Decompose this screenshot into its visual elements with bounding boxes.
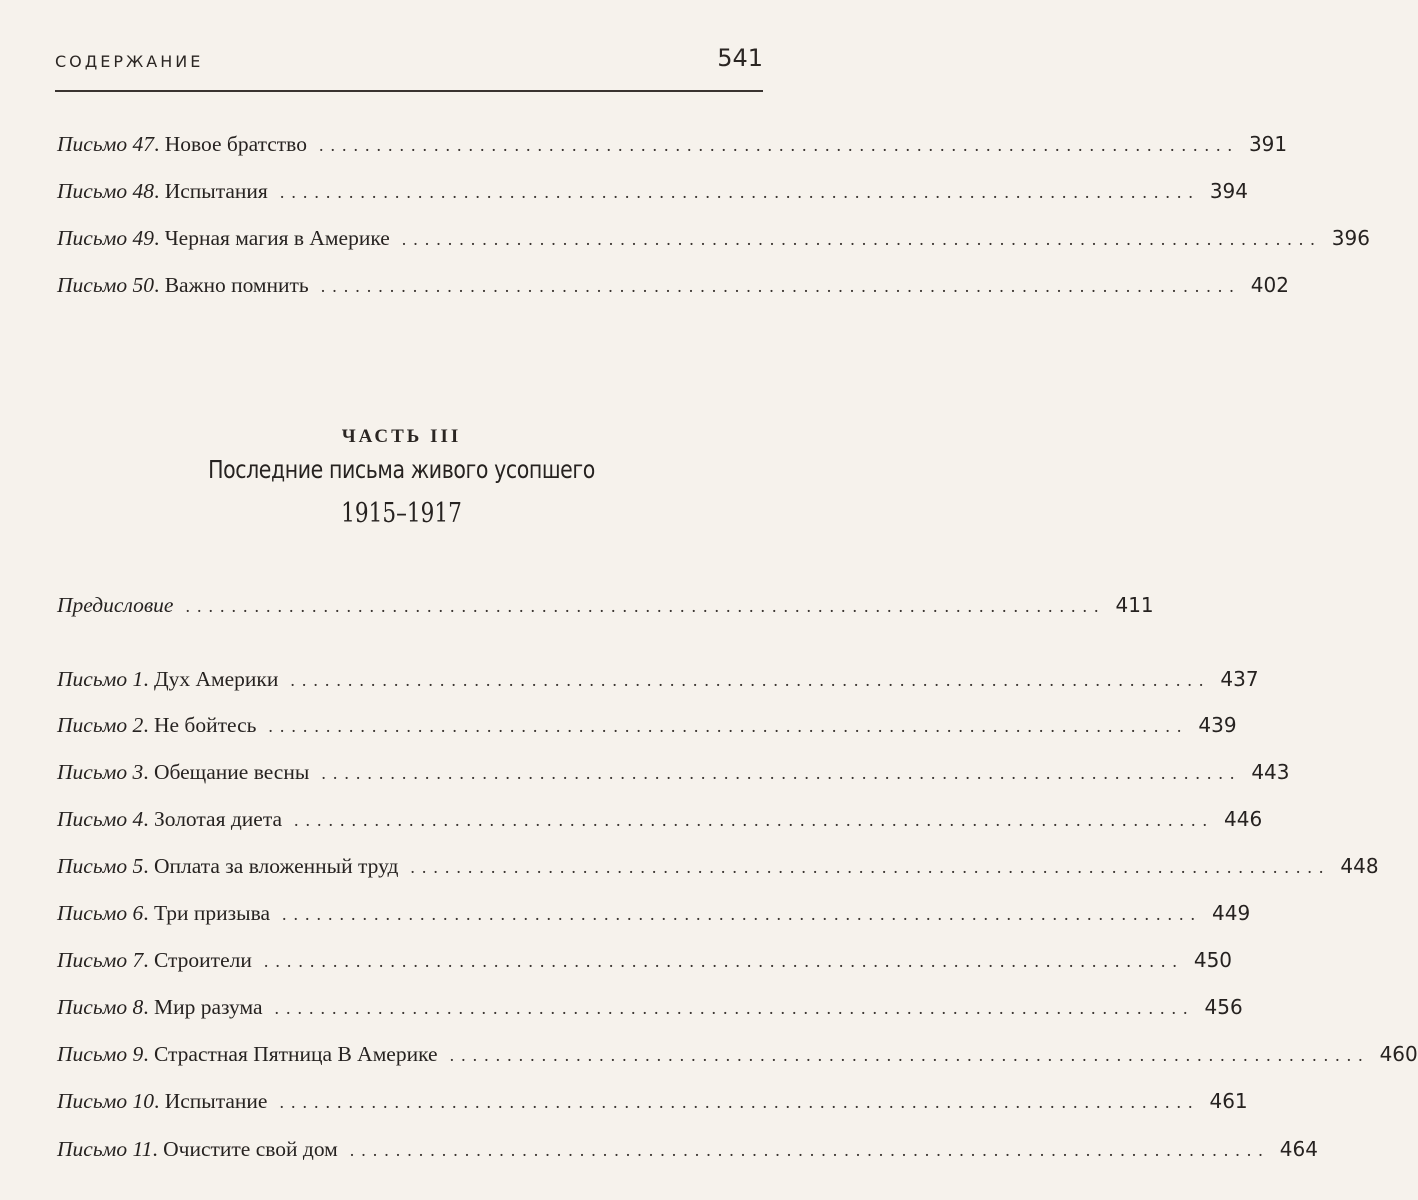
toc-entry bbox=[57, 948, 1233, 982]
entry-page: 439 bbox=[1198, 713, 1237, 737]
entry-label: Письмо 48. Испытания bbox=[57, 179, 268, 203]
dot-leader: ................................................................................ bbox=[449, 1045, 1370, 1065]
entry-prefix: Письмо 4 bbox=[57, 807, 144, 831]
dot-leader: ................................................................................ bbox=[268, 716, 1189, 736]
entry-page: 396 bbox=[1331, 226, 1370, 250]
dot-leader: ................................................................................ bbox=[290, 670, 1211, 690]
entry-page: 446 bbox=[1224, 807, 1263, 831]
entry-label: Письмо 49. Черная магия в Америке bbox=[57, 226, 390, 250]
entry-prefix: Письмо 50 bbox=[57, 273, 154, 297]
entry-title: Обещание весны bbox=[153, 760, 310, 784]
entry-page: 460 bbox=[1379, 1042, 1418, 1066]
part-years: 1915–1917 bbox=[341, 498, 462, 529]
entry-label: Письмо 9. Страстная Пятница В Америке bbox=[57, 1042, 438, 1066]
dot-leader: ................................................................................ bbox=[401, 229, 1322, 249]
entry-prefix: Письмо 5 bbox=[57, 854, 144, 878]
dot-leader: ................................................................................ bbox=[349, 1140, 1270, 1160]
entry-title: Оплата за вложенный труд bbox=[153, 854, 399, 878]
entry-label: Письмо 4. Золотая диета bbox=[57, 807, 283, 831]
running-head-page-number: 541 bbox=[717, 44, 763, 72]
entry-label: Письмо 8. Мир разума bbox=[57, 995, 263, 1019]
entry-prefix: Письмо 8 bbox=[57, 995, 144, 1019]
toc-entry bbox=[57, 667, 1259, 701]
entry-page: 456 bbox=[1204, 995, 1243, 1019]
dot-leader: ................................................................................ bbox=[279, 1092, 1200, 1112]
entry-page: 391 bbox=[1248, 132, 1288, 156]
toc-entry-preface bbox=[57, 593, 1154, 627]
dot-leader: ................................................................................ bbox=[320, 276, 1241, 296]
entry-label: Письмо 10. Испытание bbox=[57, 1089, 268, 1113]
entry-label: Письмо 11. Очистите свой дом bbox=[57, 1137, 338, 1161]
entry-label: Письмо 47. Новое братство bbox=[57, 132, 307, 156]
entry-page: 394 bbox=[1209, 179, 1249, 203]
entry-title: Испытания bbox=[164, 179, 268, 203]
entry-page: 450 bbox=[1193, 948, 1233, 972]
entry-prefix: Письмо 48 bbox=[57, 179, 154, 203]
entry-label: Письмо 6. Три призыва bbox=[57, 901, 271, 925]
entry-prefix: Письмо 47 bbox=[57, 132, 154, 156]
entry-label: Письмо 5. Оплата за вложенный труд bbox=[57, 854, 399, 878]
entry-title: Испытание bbox=[164, 1089, 268, 1113]
dot-leader: ................................................................................ bbox=[263, 951, 1184, 971]
toc-entry bbox=[57, 1042, 1418, 1076]
dot-leader: ................................................................................ bbox=[294, 810, 1215, 830]
entry-prefix: Письмо 10 bbox=[57, 1089, 154, 1113]
part-label: ЧАСТЬ III bbox=[341, 426, 462, 447]
entry-title: Страстная Пятница В Америке bbox=[153, 1042, 438, 1066]
entry-title: Мир разума bbox=[153, 995, 263, 1019]
toc-entry bbox=[57, 901, 1251, 935]
entry-title: Важно помнить bbox=[164, 273, 309, 297]
entry-title: Строители bbox=[153, 948, 252, 972]
running-head-title: СОДЕРЖАНИЕ bbox=[55, 52, 204, 71]
entry-prefix: Письмо 11 bbox=[57, 1137, 153, 1161]
toc-entry bbox=[57, 226, 1370, 260]
entry-title: Золотая диета bbox=[153, 807, 283, 831]
entry-page: 411 bbox=[1115, 593, 1154, 617]
dot-leader: ................................................................................ bbox=[279, 182, 1200, 202]
entry-title: Черная магия в Америке bbox=[164, 226, 390, 250]
entry-prefix: Письмо 7 bbox=[57, 948, 144, 972]
toc-entry bbox=[57, 179, 1249, 213]
dot-leader: ................................................................................ bbox=[410, 857, 1331, 877]
entry-label: Письмо 7. Строители bbox=[57, 948, 252, 972]
preface-label: Предисловие bbox=[57, 593, 174, 617]
entry-label: Письмо 2. Не бойтесь bbox=[57, 713, 257, 737]
entry-page: 461 bbox=[1209, 1089, 1248, 1113]
dot-leader: ................................................................................ bbox=[274, 998, 1195, 1018]
entry-prefix: Письмо 6 bbox=[57, 901, 144, 925]
dot-leader: ................................................................................ bbox=[321, 763, 1242, 783]
entry-title: Новое братство bbox=[164, 132, 307, 156]
toc-entry bbox=[57, 273, 1289, 307]
entry-prefix: Письмо 2 bbox=[57, 713, 144, 737]
toc-entry bbox=[57, 760, 1290, 794]
entry-label bbox=[57, 593, 173, 618]
entry-page: 443 bbox=[1251, 760, 1290, 784]
dot-leader: ................................................................................ bbox=[318, 135, 1239, 155]
entry-prefix: Письмо 1 bbox=[57, 667, 144, 691]
entry-page: 437 bbox=[1220, 667, 1259, 691]
entry-label: Письмо 3. Обещание весны bbox=[57, 760, 310, 784]
entry-label: Письмо 1. Дух Америки bbox=[57, 667, 279, 691]
entry-label: Письмо 50. Важно помнить bbox=[57, 273, 309, 297]
toc-entry bbox=[57, 1089, 1248, 1123]
toc-entry bbox=[57, 132, 1288, 166]
entry-page: 402 bbox=[1250, 273, 1289, 297]
entry-title: Дух Америки bbox=[153, 667, 279, 691]
toc-entry bbox=[57, 1137, 1318, 1171]
dot-leader: ................................................................................ bbox=[185, 596, 1106, 616]
toc-entry bbox=[57, 995, 1243, 1029]
header-rule bbox=[55, 90, 763, 92]
toc-entry bbox=[57, 713, 1237, 747]
entry-page: 448 bbox=[1340, 854, 1379, 878]
entry-page: 449 bbox=[1212, 901, 1251, 925]
entry-title: Очистите свой дом bbox=[163, 1137, 338, 1161]
entry-title: Три призыва bbox=[153, 901, 271, 925]
dot-leader: ................................................................................ bbox=[282, 904, 1203, 924]
toc-entry bbox=[57, 807, 1263, 841]
entry-prefix: Письмо 9 bbox=[57, 1042, 144, 1066]
entry-prefix: Письмо 49 bbox=[57, 226, 154, 250]
toc-entry bbox=[57, 854, 1379, 888]
running-head bbox=[55, 44, 763, 78]
entry-title: Не бойтесь bbox=[153, 713, 257, 737]
entry-page: 464 bbox=[1279, 1137, 1318, 1161]
part-title: Последние письма живого усопшего bbox=[208, 455, 595, 484]
entry-prefix: Письмо 3 bbox=[57, 760, 144, 784]
